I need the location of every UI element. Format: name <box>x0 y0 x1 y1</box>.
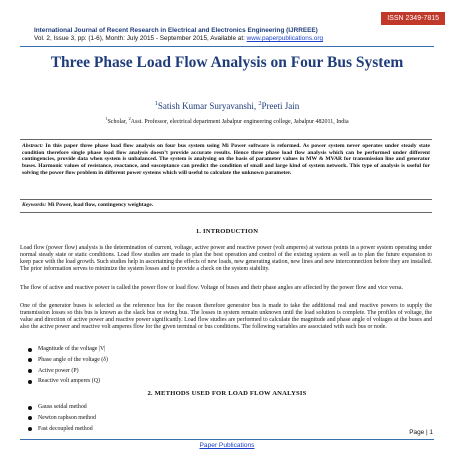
intro-paragraph-1: Load flow (power flow) analysis is the determination of current, voltage, active power and reactive power (volt amperes) at various points in a power system operating under normal steady state or static conditions. Load flow studies are made to plan the best operation and control of the existing system as well as to plan the future expansion to keep pace with the load growth. Such studies help in ascertaining the effects of new loads, new generating station, new lines and new interconnection before they are installed. The prior information serves to minimize the system losses and to provide a check on the system stability. <box>20 245 432 273</box>
issn-badge: ISSN 2349-7815 <box>381 12 445 25</box>
page-number: Page | 1 <box>409 429 433 436</box>
list-item: Active power (P) <box>28 366 328 377</box>
abstract-text: In this paper three phase load flow analysis on four bus system using Mi Power software is reformed. As power system never operates under steady state condition therefore single phase load flow analysis doesn’t provide accurate results. Hence three phase load flow analysis which can be performed under different contingencies, provide data when system is unbalanced. The system is analysing on the basis of parameter values in MW & MVAR for transmission line and generator buses. Harmonic values of resistance, reactance, and susceptance can predict the condition of small and large kind of system network. This type of analysis is useful for solving the power flow problem in different power systems which will useful to calculate the unknown parameter. <box>22 143 430 176</box>
authors: $^1$Satish Kumar Suryavanshi, $^2$Preeti Jain <box>154 100 300 111</box>
header-divider <box>20 46 434 47</box>
volume-info: Vol. 2, Issue 3, pp: (1-6), Month: July 2015 - September 2015, Available at: www.paperpublications.org <box>34 35 324 42</box>
bullet-icon <box>28 348 32 352</box>
bullet-icon <box>28 416 32 420</box>
footer <box>20 442 434 449</box>
paper-title: Three Phase Load Flow Analysis on Four Bus System <box>50 54 404 71</box>
publisher-link[interactable]: Paper Publications <box>199 442 255 449</box>
list-item: Newton raphson method <box>28 413 328 424</box>
section-heading-introduction: 1. INTRODUCTION <box>195 228 259 235</box>
affiliation: $^1$Scholar, $^2$Asst. Professor, electrical department Jabalpur engineering college, Jabalpur 482011, India <box>105 116 349 125</box>
list-item: Gauss seidal method <box>28 402 328 413</box>
intro-paragraph-3: One of the generator buses is selected as the reference bus for the reason therefore generator bus is made to take the additional real and reactive powers to supply the transmission losses so this bus is known as the slack bus or swing bus. The losses in system remain unknown until the load solution is complete. The profiles of voltage, the value and direction of active power and reactive power significantly. Load flow studies are performed to calculate the magnitude and phase angle of voltages at the buses and also the active power and reactive volt amperes flow for the given terminal or bus conditions. The following variables are associated with each bus or node. <box>20 303 432 331</box>
keywords-divider <box>20 212 432 213</box>
list-item: Reactive volt amperes (Q) <box>28 376 328 387</box>
bullet-icon <box>28 358 32 362</box>
author-2: Preeti Jain <box>261 101 300 111</box>
intro-paragraph-2: The flow of active and reactive power is called the power flow or load flow. Voltage of buses and their phase angles are affected by the power flow and vice versa. <box>20 285 404 291</box>
bullet-icon <box>28 406 32 410</box>
section-heading-methods: 2. METHODS USED FOR LOAD FLOW ANALYSIS <box>147 390 307 397</box>
author-1: Satish Kumar Suryavanshi, <box>157 101 259 111</box>
list-item: Magnitude of the voltage |V| <box>28 344 328 355</box>
abstract-box <box>20 139 432 200</box>
intro-bullet-list <box>28 344 328 387</box>
footer-divider <box>20 439 434 440</box>
bullet-icon <box>28 427 32 431</box>
bullet-icon <box>28 380 32 384</box>
keywords: Keywords: Mi Power, load flow, contingency weightage. <box>22 202 154 208</box>
abstract-label: Abstract: <box>22 143 44 149</box>
keywords-label: Keywords: <box>22 202 47 208</box>
bullet-icon <box>28 369 32 373</box>
website-link[interactable]: www.paperpublications.org <box>246 35 324 42</box>
list-item: Fast decoupled method <box>28 424 328 435</box>
journal-name: International Journal of Recent Research in Electrical and Electronics Engineering (IJRREEE) <box>34 27 318 34</box>
methods-bullet-list <box>28 402 328 434</box>
journal-header <box>34 27 434 43</box>
list-item: Phase angle of the voltage (δ) <box>28 355 328 366</box>
